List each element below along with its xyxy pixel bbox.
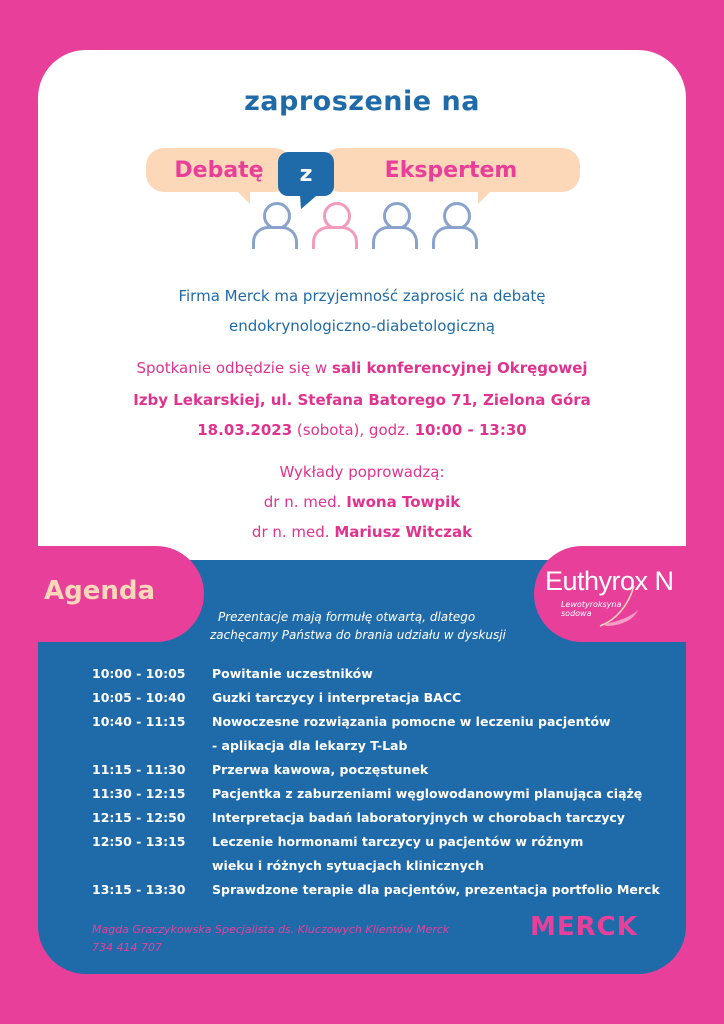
contact-footer xyxy=(92,921,449,957)
agenda-list xyxy=(92,662,672,902)
agenda-label: Agenda xyxy=(44,576,156,606)
agenda-row: 12:50 - 13:15 Leczenie hormonami tarczycy u pacjentów w różnym xyxy=(92,834,584,849)
intro-line-2: endokrynologiczno-diabetologiczną xyxy=(229,317,495,335)
person-icon xyxy=(250,200,300,252)
agenda-row: 10:00 - 10:05 Powitanie uczestników xyxy=(92,666,373,681)
bubble-expert: Ekspertem xyxy=(322,148,580,192)
speaker-2: dr n. med. Mariusz Witczak xyxy=(251,523,473,541)
speakers-heading: Wykłady poprowadzą: xyxy=(279,463,445,481)
venue-datetime: 18.03.2023 (sobota), godz. 10:00 - 13:30 xyxy=(197,421,527,439)
bubble-tail-right xyxy=(478,190,492,204)
people-illustration xyxy=(248,200,478,252)
contact-name: Magda Graczykowska Specjalista ds. Kluczowych Klientów Merck xyxy=(92,923,450,936)
merck-logo: MERCK xyxy=(530,912,638,942)
person-icon xyxy=(370,200,420,252)
person-icon xyxy=(310,200,360,252)
agenda-row: 12:15 - 12:50 Interpretacja badań laboratoryjnych w chorobach tarczycy xyxy=(92,810,625,825)
logo-swoosh-icon xyxy=(594,580,658,630)
agenda-row: 13:15 - 13:30 Sprawdzone terapie dla pacjentów, prezentacja portfolio Merck xyxy=(92,882,660,897)
agenda-row: 11:30 - 12:15 Pacjentka z zaburzeniami węglowodanowymi planująca ciążę xyxy=(92,786,643,801)
euthyrox-logo: Euthyrox N xyxy=(545,566,674,596)
invitation-title: zaproszenie na xyxy=(244,86,480,117)
contact-phone: 734 414 707 xyxy=(92,941,162,954)
bubble-z: z xyxy=(278,152,334,196)
bubble-debate: Debatę xyxy=(146,148,292,192)
person-icon xyxy=(430,200,480,252)
venue-line-1: Spotkanie odbędzie się w sali konferencyjnej Okręgowej xyxy=(136,359,588,377)
agenda-intro: Prezentacje mają formułę otwartą, dlatego zachęcamy Państwa do brania udziału w dyskusji xyxy=(210,610,506,642)
agenda-row: 10:40 - 11:15 Nowoczesne rozwiązania pomocne w leczeniu pacjentów xyxy=(92,714,611,729)
agenda-row: 11:15 - 11:30 Przerwa kawowa, poczęstunek xyxy=(92,762,429,777)
venue-line-2: Izby Lekarskiej, ul. Stefana Batorego 71, Zielona Góra xyxy=(133,391,591,409)
speaker-1: dr n. med. Iwona Towpik xyxy=(263,493,461,511)
agenda-row: 10:05 - 10:40 Guzki tarczycy i interpretacja BACC xyxy=(92,690,462,705)
intro-line-1: Firma Merck ma przyjemność zaprosić na debatę xyxy=(178,287,546,305)
logo-subtitle: Lewotyroksyna sodowa xyxy=(561,600,622,618)
agenda-row: wieku i różnych sytuacjach klinicznych xyxy=(212,858,485,873)
agenda-row: - aplikacja dla lekarzy T-Lab xyxy=(212,738,408,753)
